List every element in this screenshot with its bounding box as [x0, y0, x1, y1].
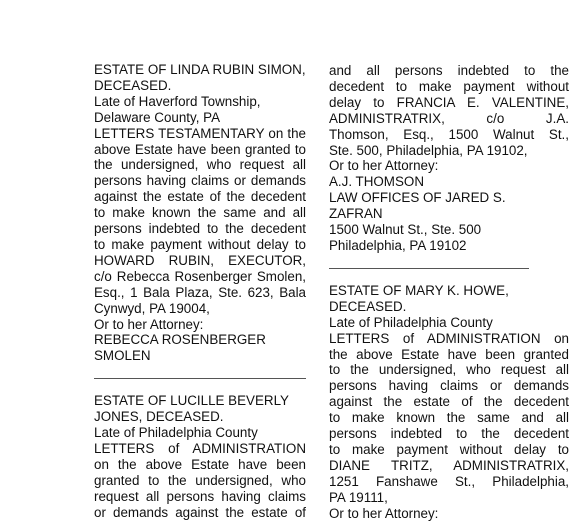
notice-text-line: LETTERS TESTAMENTARY on the	[94, 125, 306, 141]
notice-divider	[94, 378, 306, 379]
notice-text-line: HOWARD RUBIN, EXECUTOR,	[94, 252, 306, 268]
notice-text-line: A.J. THOMSON	[329, 174, 424, 190]
notice-text-line: Thomson, Esq., 1500 Walnut St.,	[329, 126, 569, 142]
notice-text-line: LAW OFFICES OF JARED S.	[329, 190, 506, 206]
notice-text-line: ZAFRAN	[329, 206, 383, 222]
notice-text-line: PA 19111,	[329, 489, 388, 505]
notice-text-line: JONES, DECEASED.	[94, 409, 224, 425]
left-column	[94, 62, 306, 520]
notice-text-line: request all persons having claims	[94, 488, 306, 504]
notice-text-line: REBECCA ROSENBERGER	[94, 332, 266, 348]
notice-text-line: or demands against the estate of	[94, 504, 306, 520]
notice-text-line: DECEASED.	[329, 298, 407, 314]
notice-text-line: SMOLEN	[94, 348, 151, 364]
notice-text-line: Or to her Attorney:	[329, 505, 439, 521]
notice-text-line: on the above Estate have been	[94, 456, 306, 472]
notice-text-line: ADMINISTRATRIX, c/o J.A.	[329, 110, 569, 126]
notice-text-line: the above Estate have been granted	[329, 346, 569, 362]
notice-text-line: LETTERS of ADMINISTRATION	[94, 440, 306, 456]
notice-text-line: above Estate have been granted to	[94, 141, 306, 157]
notice-text-line: DECEASED.	[94, 77, 172, 93]
notice-text-line: to make payment without delay to	[94, 236, 306, 252]
notice-text-line: Or to her Attorney:	[329, 158, 439, 174]
notice-text-line: Cynwyd, PA 19004,	[94, 300, 210, 316]
notice-text-line: decedent to make payment without	[329, 78, 569, 94]
notice-text-line: Delaware County, PA	[94, 109, 221, 125]
notice-text-line: Late of Haverford Township,	[94, 93, 261, 109]
notice-text-line: Ste. 500, Philadelphia, PA 19102,	[329, 142, 528, 158]
notice-text-line: to make known the same and all	[329, 410, 569, 426]
notice-text-line: granted to the undersigned, who	[94, 472, 306, 488]
notice-text-line: Late of Philadelphia County	[94, 425, 258, 441]
right-column	[329, 63, 569, 521]
notice-text-line: to make known the same and all	[94, 205, 306, 221]
notice-text-line: 1251 Fanshawe St., Philadelphia,	[329, 473, 569, 489]
notice-text-line: to make payment without delay to	[329, 441, 569, 457]
notice-text-line: persons indebted to the decedent	[94, 221, 306, 237]
notice-heading-line: ESTATE OF LINDA RUBIN SIMON,	[94, 62, 306, 77]
notice-text-line: Philadelphia, PA 19102	[329, 237, 467, 253]
notice-text-line: LETTERS of ADMINISTRATION on	[329, 330, 569, 346]
notice-text-line: 1500 Walnut St., Ste. 500	[329, 222, 482, 238]
notice-heading-line: ESTATE OF LUCILLE BEVERLY	[94, 393, 289, 409]
notice-heading-line: ESTATE OF MARY K. HOWE,	[329, 282, 509, 298]
estate-notice	[329, 63, 569, 254]
estate-notice	[329, 283, 569, 521]
notice-text-line: persons having claims or demands	[94, 173, 306, 189]
notice-text-line: Esq., 1 Bala Plaza, Ste. 623, Bala	[94, 284, 306, 300]
notice-text-line: Late of Philadelphia County	[329, 314, 493, 330]
estate-notice	[94, 62, 306, 364]
notice-text-line: Or to her Attorney:	[94, 316, 204, 332]
notice-text-line: delay to FRANCIA E. VALENTINE,	[329, 94, 569, 110]
estate-notice	[94, 393, 306, 520]
notice-text-line: persons indebted to the decedent	[329, 426, 569, 442]
notice-text-line: persons having claims or demands	[329, 378, 569, 394]
notice-text-line: c/o Rebecca Rosenberger Smolen,	[94, 268, 306, 284]
notice-text-line: to the undersigned, who request all	[329, 362, 569, 378]
notice-text-line: the undersigned, who request all	[94, 157, 306, 173]
notice-text-line: against the estate of the decedent	[329, 394, 569, 410]
notice-text-line: DIANE TRITZ, ADMINISTRATRIX,	[329, 457, 569, 473]
notice-text-line: against the estate of the decedent	[94, 189, 306, 205]
notice-heading-line: and all persons indebted to the	[329, 63, 569, 78]
notice-divider	[329, 268, 529, 269]
